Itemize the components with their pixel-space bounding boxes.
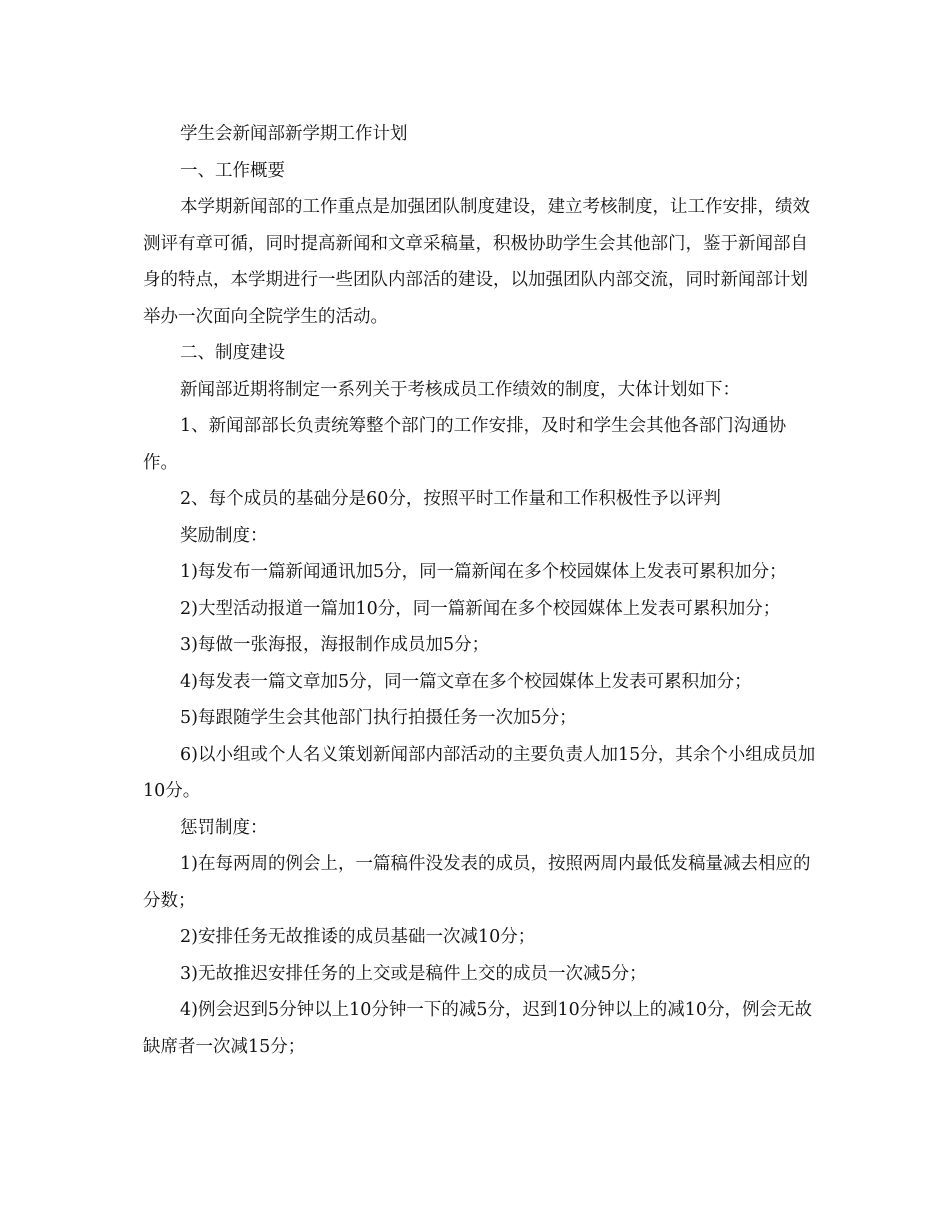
section-heading-system: 二、制度建设 — [180, 343, 285, 363]
penalty-item-3: 3)无故推迟安排任务的上交或是稿件上交的成员一次减5分； — [180, 963, 647, 984]
reward-item-6: 6)以小组或个人名义策划新闻部内部活动的主要负责人加15分，其余个小组成员加10分。 — [143, 744, 816, 801]
reward-item-1: 1)每发布一篇新闻通讯加5分，同一篇新闻在多个校园媒体上发表可累积加分； — [180, 562, 787, 582]
penalty-item-2: 2)安排任务无故推诿的成员基础一次减10分； — [180, 927, 536, 947]
reward-item-2: 2)大型活动报道一篇加10分，同一篇新闻在多个校园媒体上发表可累积加分； — [180, 598, 781, 619]
reward-item-5: 5)每跟随学生会其他部门执行拍摄任务一次加5分； — [180, 708, 577, 728]
reward-item-3: 3)每做一张海报，海报制作成员加5分； — [180, 635, 490, 655]
reward-item-4: 4)每发表一篇文章加5分，同一篇文章在多个校园媒体上发表可累积加分； — [180, 671, 752, 692]
penalty-heading: 惩罚制度： — [180, 817, 268, 838]
penalty-item-1: 1)在每两周的例会上，一篇稿件没发表的成员，按照两周内最低发稿量减去相应的分数； — [143, 854, 811, 911]
document-title: 学生会新闻部新学期工作计划 — [180, 124, 408, 144]
list-item-2: 2、每个成员的基础分是60分，按照平时工作量和工作积极性予以评判 — [180, 489, 721, 509]
list-item-1: 1、新闻部部长负责统筹整个部门的工作安排，及时和学生会其他各部门沟通协作。 — [143, 416, 787, 473]
paragraph-system-intro: 新闻部近期将制定一系列关于考核成员工作绩效的制度，大体计划如下： — [180, 379, 740, 400]
section-heading-overview: 一、工作概要 — [180, 160, 285, 181]
paragraph-overview: 本学期新闻部的工作重点是加强团队制度建设，建立考核制度，让工作安排，绩效测评有章可循，同时提高新闻和文章采稿量，积极协助学生会其他部门，鉴于新闻部自身的特点，本学期进行一些团队内部活的建设，以加强团队内部交流，同时新闻部计划举办一次面向全院学生的活动。 — [143, 197, 810, 327]
penalty-item-4: 4)例会迟到5分钟以上10分钟一下的减5分，迟到10分钟以上的减10分，例会无故缺席者一次减15分； — [143, 1000, 813, 1057]
reward-heading: 奖励制度： — [180, 525, 268, 546]
